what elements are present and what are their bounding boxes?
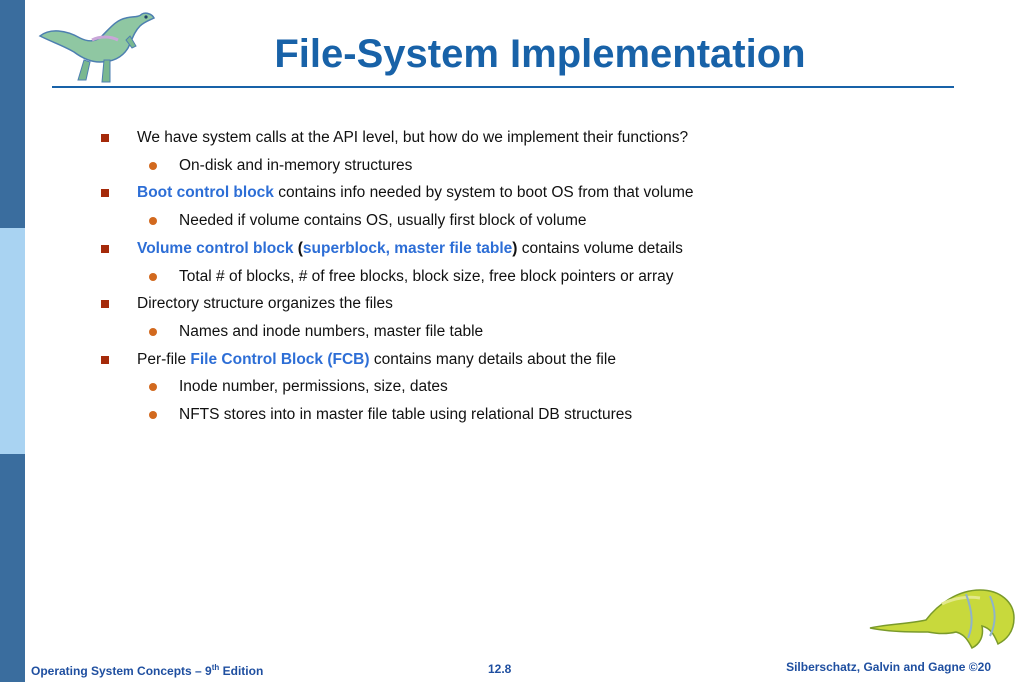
footer-book-sup: th xyxy=(211,663,220,672)
footer-book-title xyxy=(31,663,263,678)
bullet-item xyxy=(137,292,393,316)
sidebar-segment-middle xyxy=(0,228,25,454)
sub-bullet-item xyxy=(179,403,632,427)
sidebar-segment-bottom xyxy=(0,454,25,682)
bullet-item xyxy=(137,237,683,261)
bullet-text: contains info needed by system to boot OS from that volume xyxy=(273,184,694,202)
bullet-text: Needed if volume contains OS, usually first block of volume xyxy=(179,212,587,230)
bullet-dot-icon xyxy=(149,217,157,225)
bullet-text: contains volume details xyxy=(517,239,683,257)
bullet-text: Inode number, permissions, size, dates xyxy=(179,378,448,396)
bullet-item xyxy=(137,126,688,150)
bullet-square-icon xyxy=(101,300,109,308)
bullet-dot-icon xyxy=(149,383,157,391)
sub-bullet-item xyxy=(179,320,483,344)
sub-bullet-item xyxy=(179,375,448,399)
bullet-dot-icon xyxy=(149,411,157,419)
bullet-text: ) xyxy=(512,239,518,257)
sidebar-segment-top xyxy=(0,0,25,228)
bullet-dot-icon xyxy=(149,273,157,281)
highlighted-term: File Control Block (FCB) xyxy=(190,350,370,368)
bullet-text: contains many details about the file xyxy=(369,350,616,368)
page-title: File-System Implementation xyxy=(274,32,806,76)
bullet-square-icon xyxy=(101,356,109,364)
bullet-text: Per-file xyxy=(137,350,191,368)
bullet-text: ( xyxy=(293,239,303,257)
highlighted-term: superblock, master file table xyxy=(302,239,513,257)
highlighted-term: Boot control block xyxy=(137,184,274,202)
dinosaur-logo-icon xyxy=(36,6,158,86)
bullet-item xyxy=(137,181,694,205)
bullet-dot-icon xyxy=(149,162,157,170)
footer-authors: Silberschatz, Galvin and Gagne ©20 xyxy=(786,660,991,674)
bullet-square-icon xyxy=(101,245,109,253)
bullet-square-icon xyxy=(101,189,109,197)
sidebar-stripe xyxy=(0,0,25,682)
bullet-text: Names and inode numbers, master file table xyxy=(179,322,484,340)
bullet-text: We have system calls at the API level, but how do we implement their functions? xyxy=(137,129,689,146)
footer-book-prefix: Operating System Concepts – 9 xyxy=(31,664,212,678)
sub-bullet-item xyxy=(179,154,412,178)
sub-bullet-item xyxy=(179,265,674,289)
bullet-text: NFTS stores into in master file table using relational DB structures xyxy=(179,406,633,423)
highlighted-term: Volume control block xyxy=(137,239,294,257)
slide-number: 12.8 xyxy=(488,662,512,676)
bullet-text: On-disk and in-memory structures xyxy=(179,156,413,174)
footer-book-suffix: Edition xyxy=(219,664,264,678)
dinosaur-corner-icon xyxy=(868,584,1018,656)
bullet-text: Total # of blocks, # of free blocks, block size, free block pointers or array xyxy=(179,267,674,285)
title-divider xyxy=(52,86,954,88)
sub-bullet-item xyxy=(179,209,587,233)
bullet-item xyxy=(137,348,616,372)
bullet-square-icon xyxy=(101,134,109,142)
bullet-text: Directory structure organizes the files xyxy=(137,295,393,313)
bullet-dot-icon xyxy=(149,328,157,336)
